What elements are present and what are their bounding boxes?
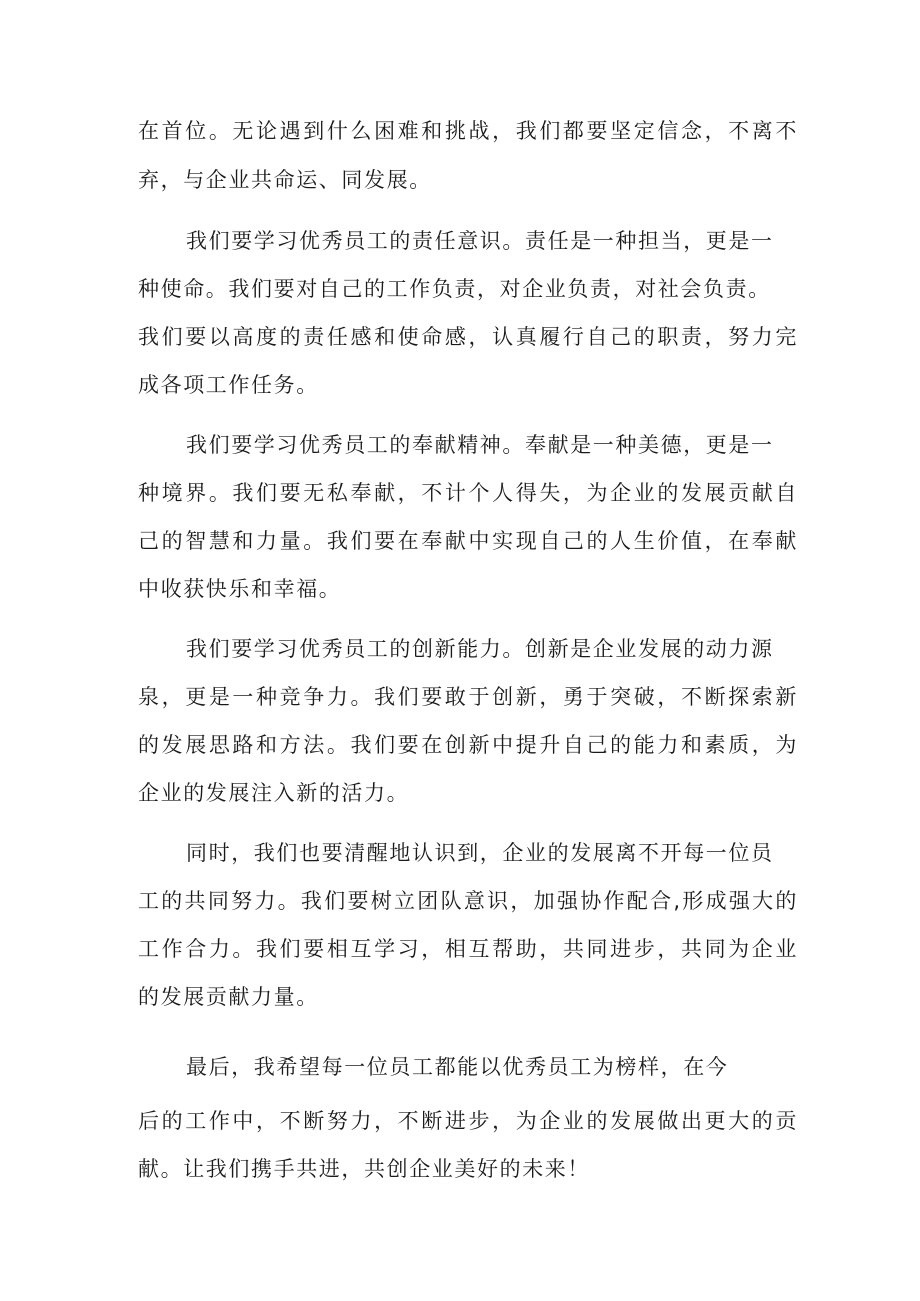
p6-line-1: 最后，我希望每一位员工都能以优秀员工为榜样，在今: [186, 1055, 729, 1079]
p5-line-4: 的发展贡献力量。: [138, 985, 319, 1009]
p3-line-4: 中收获快乐和幸福。: [138, 577, 342, 601]
p6-line-3: 献。让我们携手共进，共创企业美好的未来！: [138, 1157, 590, 1181]
p5-line-3: 工作合力。我们要相互学习，相互帮助，共同进步，共同为企业: [138, 937, 798, 961]
p6-line-2: 后的工作中，不断努力，不断进步，为企业的发展做出更大的贡: [138, 1109, 798, 1133]
p4-line-4: 企业的发展注入新的活力。: [138, 781, 410, 805]
p1-line-2: 弃，与企业共命运、同发展。: [138, 168, 432, 192]
p5-line-2: 工的共同努力。我们要树立团队意识，加强协作配合,形成强大的: [138, 889, 798, 913]
p1-line-1: 在首位。无论遇到什么困难和挑战，我们都要坚定信念，不离不: [138, 119, 798, 143]
p2-line-2: 种使命。我们要对自己的工作负责，对企业负责，对社会负责。: [138, 277, 771, 301]
p4-line-2: 泉，更是一种竞争力。我们要敢于创新，勇于突破，不断探索新: [138, 685, 798, 709]
p3-line-2: 种境界。我们要无私奉献，不计个人得失，为企业的发展贡献自: [138, 481, 798, 505]
p2-line-1: 我们要学习优秀员工的责任意识。责任是一种担当，更是一: [186, 229, 774, 253]
p5-line-1: 同时，我们也要清醒地认识到，企业的发展离不开每一位员: [186, 841, 774, 865]
p3-line-3: 己的智慧和力量。我们要在奉献中实现自己的人生价值，在奉献: [138, 529, 798, 553]
p4-line-3: 的发展思路和方法。我们要在创新中提升自己的能力和素质，为: [138, 733, 798, 757]
p2-line-3: 我们要以高度的责任感和使命感，认真履行自己的职责，努力完: [138, 325, 798, 349]
p4-line-1: 我们要学习优秀员工的创新能力。创新是企业发展的动力源: [186, 637, 774, 661]
p3-line-1: 我们要学习优秀员工的奉献精神。奉献是一种美德，更是一: [186, 433, 774, 457]
p2-line-4: 成各项工作任务。: [138, 373, 319, 397]
